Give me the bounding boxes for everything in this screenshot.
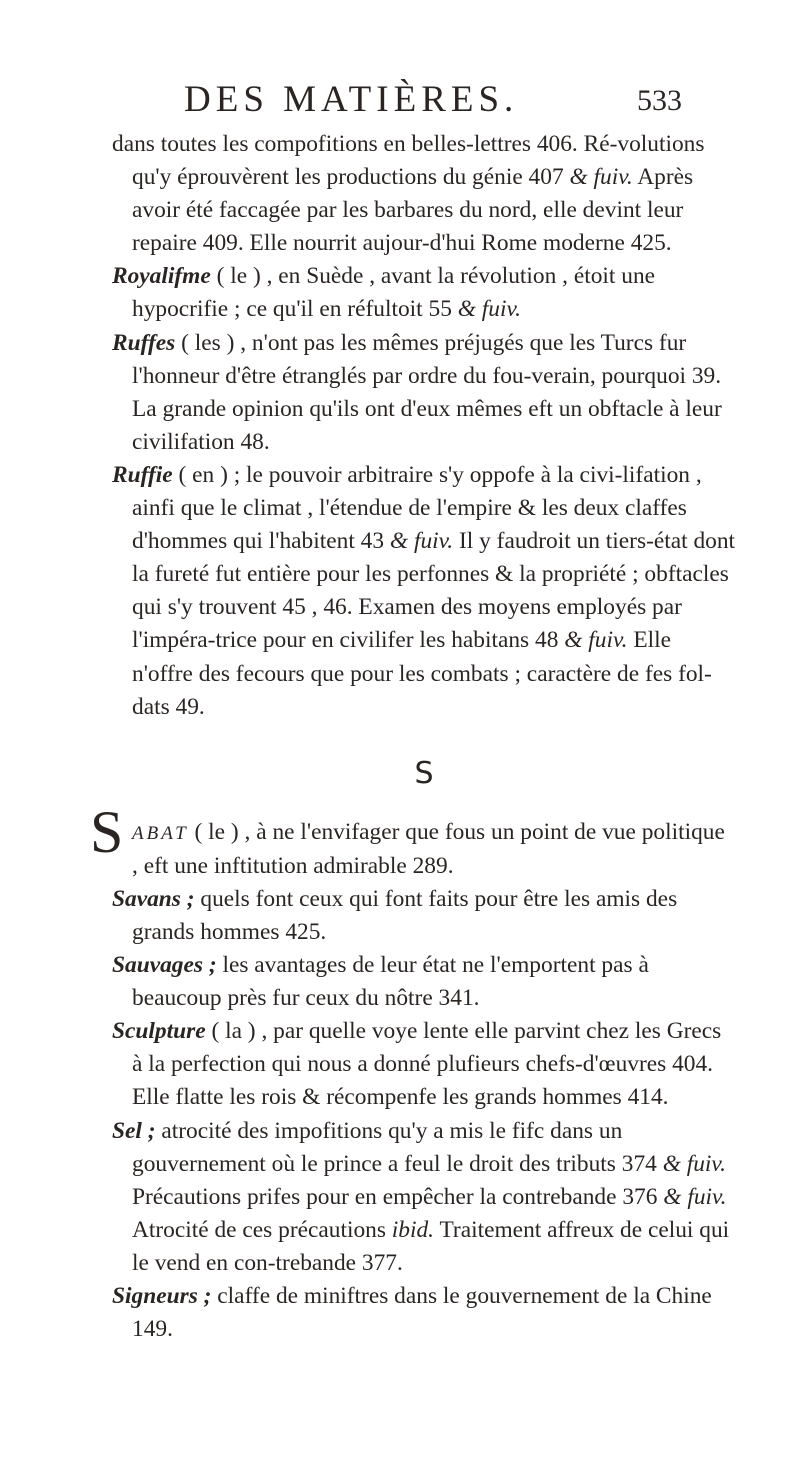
entry-text: Traitement affreux de celui qui le vend en con-trebande 377. (132, 1216, 730, 1276)
header-title: DES MATIÈRES. (184, 79, 519, 120)
entry-text: dans toutes les compofitions en belles-lettres 406. Ré-volutions qu'y éprouvèrent les productions du génie 407 (112, 131, 705, 191)
entry-text: Atrocité de ces précautions (132, 1216, 392, 1243)
entry-text: Précautions prifes pour en empêcher la contrebande 376 (132, 1183, 664, 1210)
entry-text: ( les ) , n'ont pas les mêmes préjugés que les Turcs fur l'honneur d'être étranglés par ordre du fou-verain, pourquoi 39. La grande opinion qu'ils ont d'eux mêmes eft un obftacle à leur civilifation 48. (132, 329, 722, 455)
entry-headword: Ruffes (112, 329, 176, 356)
entry-text: atrocité des impofitions qu'y a mis le fifc dans un gouvernement où le prince a feul le droit des tributs 374 (132, 1117, 663, 1177)
entry-text: claffe de miniftres dans le gouvernement de la Chine 149. (132, 1283, 712, 1343)
entry-text: quels font ceux qui font faits pour être les amis des grands hommes 425. (132, 885, 678, 945)
index-entry (112, 128, 736, 260)
index-entry (112, 1280, 736, 1346)
drop-cap-rest: ABAT (132, 822, 189, 844)
entry-text: ( le ) , en Suède , avant la révolution , étoit une hypocrifie ; ce qu'il en réfultoit 55 (132, 263, 656, 323)
entry-text: ( en ) ; le pouvoir arbitraire s'y oppofe à la civi-lifation , ainfi que le climat , l'étendue de l'empire & les deux claffes d'hommes qui l'habitent 43 (132, 461, 702, 555)
index-entry (112, 1115, 736, 1280)
entry-italic-text: & fuiv. (662, 1150, 726, 1177)
index-entry (112, 459, 736, 724)
entry-headword: Sel ; (112, 1117, 156, 1144)
entry-headword: Royalifme (112, 263, 211, 290)
entries-r (112, 128, 736, 724)
entry-italic-text: & fuiv. (569, 164, 633, 191)
entry-headword: Sculpture (112, 1018, 206, 1045)
index-entry (112, 260, 736, 326)
entry-text: Elle n'offre des fecours que pour les combats ; caractère de fes fol-dats 49. (132, 627, 712, 720)
index-entry (112, 327, 736, 459)
entry-italic-text: & fuiv. (663, 1183, 727, 1210)
entry-text: Il y faudroit un tiers-état dont la fureté fut entière pour les perfonnes & la propriété ; obftacles qui s'y trouvent 45 , 46. Examen des moyens employés par l'impéra-trice pour en civilifer les habitans 48 (132, 528, 736, 654)
page-number: 533 (637, 84, 682, 117)
entry-italic-text: & fuiv. (389, 528, 454, 555)
entry-headword: Savans ; (112, 885, 195, 912)
entry-italic-text: & fuiv. (564, 627, 628, 654)
index-body (90, 128, 736, 1346)
entries-s (112, 883, 736, 1346)
entry-sabat (90, 798, 736, 883)
index-entry (112, 1015, 736, 1114)
running-header (170, 78, 690, 122)
entry-text: les avantages de leur état ne l'emportent pas à beaucoup près fur ceux du nôtre 341. (132, 952, 649, 1012)
entry-italic-text: & fuiv. (457, 296, 521, 323)
entry-italic-text: ibid. (391, 1216, 435, 1243)
entry-headword: Sauvages ; (112, 952, 217, 979)
entry-text: ( la ) , par quelle voye lente elle parvint chez les Grecs à la perfection qui nous a donné plufieurs chefs-d'œuvres 404. Elle flatte les rois & récompenfe les grands hommes 414. (132, 1018, 722, 1111)
entry-text: Après avoir été faccagée par les barbares du nord, elle devint leur repaire 409. Elle nourrit aujour-d'hui Rome moderne 425. (132, 164, 694, 257)
entry-text: ( le ) , à ne l'envifager que fous un point de vue politique , eft une inftitution admirable 289. (132, 818, 725, 879)
section-letter: S (414, 755, 434, 791)
entry-headword: Signeurs ; (112, 1283, 212, 1309)
entry-headword: Ruffie (112, 461, 173, 488)
index-entry (112, 949, 736, 1015)
drop-cap: S (90, 798, 124, 865)
index-entry (112, 883, 736, 949)
